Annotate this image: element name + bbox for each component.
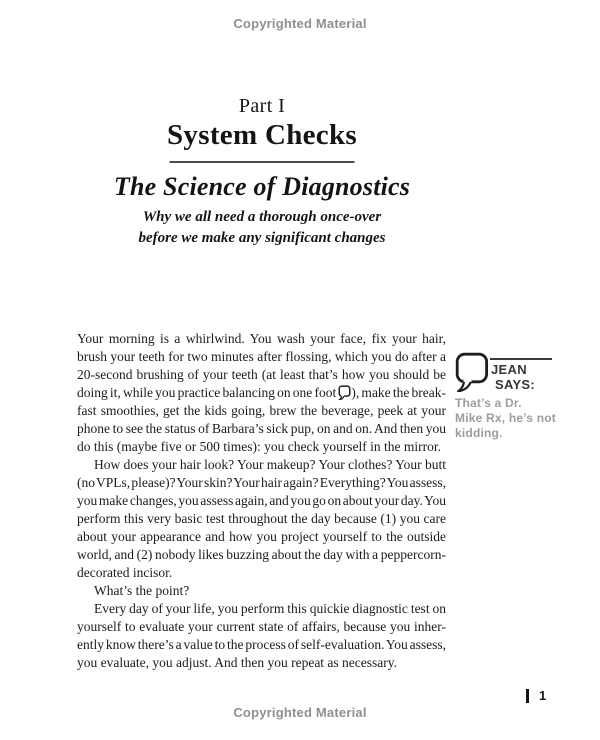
- part-title: System Checks: [167, 119, 357, 151]
- speech-bubble-inline-icon: [338, 384, 351, 402]
- body-line: fast smoothies, get the kids going, brew the beverage, peek at your: [77, 403, 446, 418]
- body-line: you make changes, you assess again, and you go on about your day. You: [77, 493, 446, 508]
- page-number: [526, 688, 546, 703]
- margin-note-text-line-2: Mike Rx, he’s not: [455, 411, 556, 425]
- page-number-value: 1: [539, 688, 547, 703]
- body-text: [77, 330, 446, 672]
- copyright-notice-bottom: Copyrighted Material: [233, 705, 367, 720]
- part-label: Part I: [238, 95, 286, 117]
- body-line: phone to see the status of Barbara’s sick pup, on and on. And then you: [77, 421, 446, 436]
- body-line: doing it, while you practice balancing on one foot ), make the break-: [77, 385, 446, 400]
- body-line: 20-second brushing of your teeth (at least that’s how you should be: [77, 367, 446, 382]
- tagline-line-2: before we make any significant changes: [138, 230, 386, 246]
- speech-bubble-icon: [455, 352, 489, 392]
- margin-note-jean-says: [455, 352, 567, 444]
- chapter-subtitle: The Science of Diagnostics: [113, 172, 411, 201]
- body-line: How does your hair look? Your makeup? Your clothes? Your butt: [94, 457, 446, 472]
- margin-note-text-line-3: kidding.: [455, 426, 503, 440]
- body-line: yourself to evaluate your current state of affairs, because you inher-: [77, 619, 446, 634]
- body-line: ently know there’s a value to the process of self-evaluation. You assess,: [77, 637, 446, 652]
- margin-note-label-line-1: JEAN: [491, 362, 527, 377]
- body-line: Every day of your life, you perform this quickie diagnostic test on: [94, 601, 446, 616]
- page-number-divider: [526, 689, 529, 703]
- tagline-line-1: Why we all need a thorough once-over: [142, 209, 382, 225]
- body-line: What’s the point?: [94, 583, 190, 598]
- body-line: you evaluate, you adjust. And then you repeat as necessary.: [77, 655, 398, 670]
- body-line: Your morning is a whirlwind. You wash your face, fix your hair,: [77, 331, 446, 346]
- body-line: about your appearance and how you project yourself to the outside: [77, 529, 446, 544]
- body-line: do this (maybe five or 500 times): you check yourself in the mirror.: [77, 439, 442, 454]
- margin-note-text-line-1: That’s a Dr.: [455, 396, 522, 410]
- body-line: perform this very basic test throughout the day because (1) you care: [77, 511, 446, 526]
- margin-note-label-line-2: SAYS:: [495, 377, 536, 392]
- body-line: (no VPLs, please)? Your skin? Your hair again? Everything? You assess,: [77, 475, 446, 490]
- body-line: decorated incisor.: [77, 565, 173, 580]
- chapter-tagline: [78, 207, 446, 249]
- title-rule: [170, 161, 355, 163]
- margin-note-label: [491, 362, 535, 392]
- margin-note-rule: [490, 358, 552, 360]
- body-line: brush your teeth for two minutes after flossing, which you do after a: [77, 349, 446, 364]
- body-line: world, and (2) nobody likes buzzing about the day with a peppercorn-: [77, 547, 446, 562]
- margin-note-text: [455, 396, 556, 441]
- copyright-notice-top: Copyrighted Material: [233, 16, 367, 31]
